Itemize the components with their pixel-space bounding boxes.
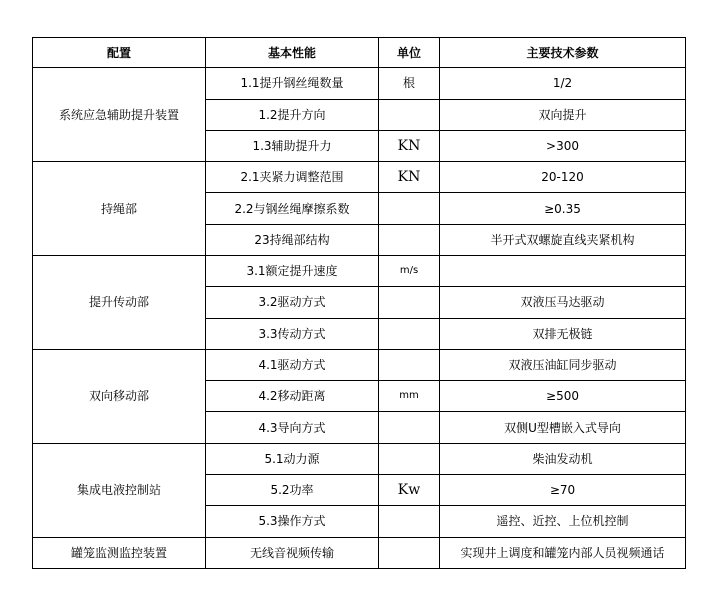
header-param: 主要技术参数 <box>440 38 686 68</box>
function-cell: 3.2驱动方式 <box>206 287 379 318</box>
spec-table <box>32 37 686 569</box>
function-cell: 4.3导向方式 <box>206 412 379 443</box>
unit-cell: 根 <box>379 68 440 99</box>
function-cell: 1.2提升方向 <box>206 99 379 130</box>
config-cell: 集成电液控制站 <box>33 443 206 537</box>
unit-cell: Kw <box>379 474 440 505</box>
unit-cell <box>379 318 440 349</box>
function-cell: 23持绳部结构 <box>206 224 379 255</box>
function-cell: 5.3操作方式 <box>206 506 379 537</box>
param-cell: 双向提升 <box>440 99 686 130</box>
param-cell: 半开式双螺旋直线夹紧机构 <box>440 224 686 255</box>
param-cell: ≥0.35 <box>440 193 686 224</box>
param-cell: 20-120 <box>440 162 686 193</box>
table-row <box>33 162 686 193</box>
unit-cell <box>379 506 440 537</box>
param-cell: ≥70 <box>440 474 686 505</box>
function-cell: 5.2功率 <box>206 474 379 505</box>
config-cell: 罐笼监测监控装置 <box>33 537 206 569</box>
header-config: 配置 <box>33 38 206 68</box>
unit-cell <box>379 443 440 474</box>
param-cell: 遥控、近控、上位机控制 <box>440 506 686 537</box>
param-cell: 实现井上调度和罐笼内部人员视频通话 <box>440 537 686 569</box>
unit-cell <box>379 349 440 380</box>
unit-cell <box>379 287 440 318</box>
param-cell: 双液压油缸同步驱动 <box>440 349 686 380</box>
param-cell: 1/2 <box>440 68 686 99</box>
function-cell: 3.1额定提升速度 <box>206 255 379 286</box>
header-function: 基本性能 <box>206 38 379 68</box>
config-cell: 持绳部 <box>33 162 206 256</box>
param-cell: 双排无极链 <box>440 318 686 349</box>
function-cell: 4.2移动距离 <box>206 381 379 412</box>
param-cell: >300 <box>440 130 686 161</box>
param-cell: ≥500 <box>440 381 686 412</box>
config-cell: 双向移动部 <box>33 349 206 443</box>
table-row <box>33 349 686 380</box>
unit-cell <box>379 537 440 569</box>
unit-cell <box>379 193 440 224</box>
table-row <box>33 443 686 474</box>
function-cell: 2.1夹紧力调整范围 <box>206 162 379 193</box>
function-cell: 4.1驱动方式 <box>206 349 379 380</box>
function-cell: 3.3传动方式 <box>206 318 379 349</box>
function-cell: 1.3辅助提升力 <box>206 130 379 161</box>
header-row <box>33 38 686 68</box>
function-cell: 5.1动力源 <box>206 443 379 474</box>
unit-cell: m/s <box>379 255 440 286</box>
param-cell: 双液压马达驱动 <box>440 287 686 318</box>
unit-cell: KN <box>379 130 440 161</box>
table-row <box>33 255 686 286</box>
config-cell: 提升传动部 <box>33 255 206 349</box>
unit-cell <box>379 412 440 443</box>
table-row <box>33 537 686 569</box>
param-cell <box>440 255 686 286</box>
param-cell: 柴油发动机 <box>440 443 686 474</box>
param-cell: 双侧U型槽嵌入式导向 <box>440 412 686 443</box>
unit-cell <box>379 224 440 255</box>
unit-cell: mm <box>379 381 440 412</box>
table-row <box>33 68 686 99</box>
function-cell: 1.1提升钢丝绳数量 <box>206 68 379 99</box>
function-cell: 无线音视频传输 <box>206 537 379 569</box>
unit-cell: KN <box>379 162 440 193</box>
header-unit: 单位 <box>379 38 440 68</box>
unit-cell <box>379 99 440 130</box>
config-cell: 系统应急辅助提升装置 <box>33 68 206 162</box>
function-cell: 2.2与钢丝绳摩擦系数 <box>206 193 379 224</box>
